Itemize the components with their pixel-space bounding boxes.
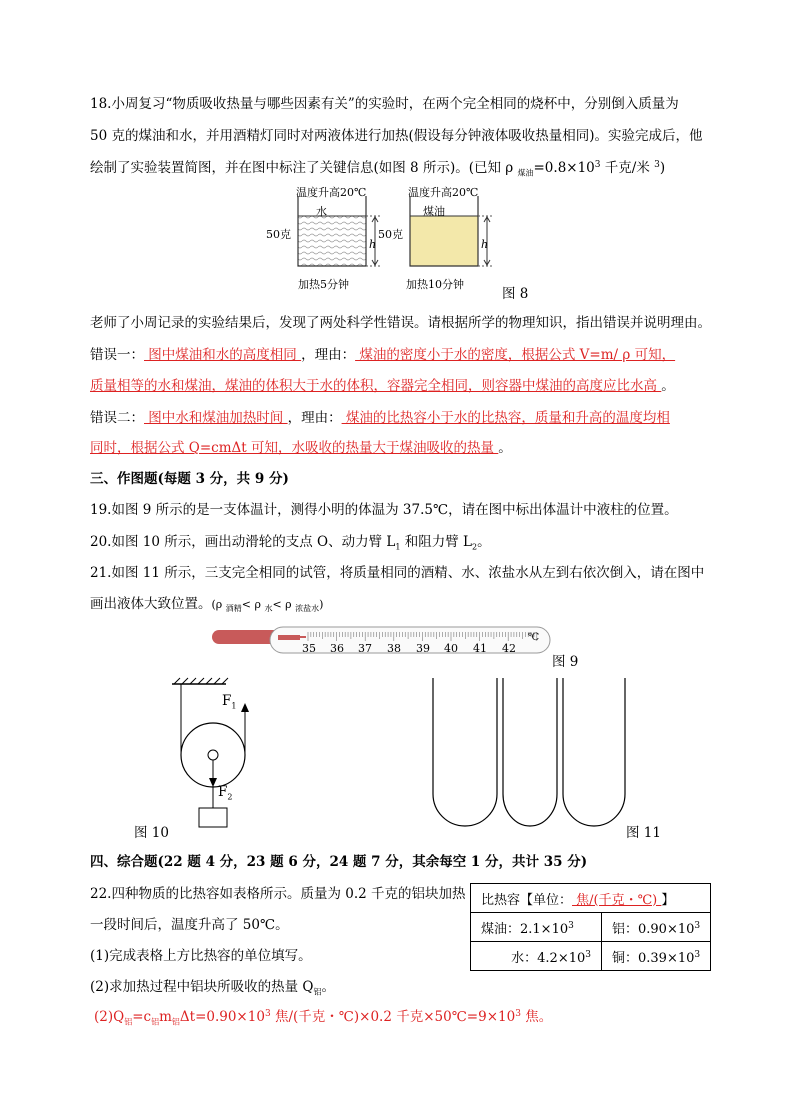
fig8-oil-bottom: 加热10分钟: [406, 278, 464, 291]
q18-error1-cont: 质量相等的水和煤油，煤油的体积大于水的体积，容器完全相同，则容器中煤油的高度应比水高 。: [90, 378, 675, 394]
q22-line1: 22.四种物质的比热容如表格所示。质量为 0.2 千克的铝块加热: [90, 886, 466, 902]
fig8-caption: 图 8: [502, 286, 529, 302]
table-header: 比热容【单位： 焦/(千克・℃) 】: [471, 884, 711, 913]
fig8-oil-label: 煤油: [423, 205, 445, 218]
q18-line2: 50 克的煤油和水，并用酒精灯同时对两液体进行加热(假设每分钟液体吸收热量相同)。实验完成后，他: [90, 128, 703, 144]
cell-copper: 铜：$0.39\times 10^3$: [602, 942, 711, 971]
q18-error2-cont: 同时，根据公式 Q=cmΔt 可知，水吸收的热量大于煤油吸收的热量 。: [90, 440, 512, 456]
q22-answer: $(2)Q_铝=c_铝m_铝\Delta t=0.90\times 10^3$ 焦/(千克・℃)×0.2 千克$\times 50℃=9\times 10^3$ 焦。: [94, 1009, 553, 1027]
fig9-tick-37: 37: [358, 642, 372, 655]
fig9-tick-35: 35: [302, 642, 316, 655]
test-tube-3: [563, 678, 625, 826]
fig9-caption: 图 9: [552, 654, 579, 670]
fig11-caption: 图 11: [626, 825, 661, 841]
q20: 20.如图 10 所示，画出动滑轮的支点 O、动力臂 $L_1$ 和阻力臂 $L_2$。: [90, 534, 491, 552]
test-tube-1: [433, 678, 497, 826]
fig9-tick-40: 40: [444, 642, 458, 655]
section4-heading: 四、综合题(22 题 4 分，23 题 6 分，24 题 7 分，其余每空 1 分，共计 35 分): [90, 854, 588, 870]
q18-error1: 错误一： 图中煤油和水的高度相同 ，理由： 煤油的密度小于水的密度，根据公式 V=m/ ρ 可知，: [90, 347, 676, 363]
fig9-tick-36: 36: [330, 642, 344, 655]
fig9-tick-38: 38: [387, 642, 401, 655]
fig8-oil-top-label: 温度升高20℃: [408, 186, 479, 199]
fig10-pulley: [168, 676, 268, 831]
fig8-water-mass: 50克: [266, 228, 291, 241]
fig9-tick-42: 42: [502, 642, 516, 655]
fig10-caption: 图 10: [134, 825, 169, 841]
fig9-tick-41: 41: [473, 642, 487, 655]
specific-heat-table: [470, 883, 711, 971]
fig8-water-bottom: 加热5分钟: [298, 278, 349, 291]
q19: 19.如图 9 所示的是一支体温计，测得小明的体温为 37.5℃，请在图中标出体温计中液柱的位置。: [90, 502, 678, 518]
q22-part2: (2)求加热过程中铝块所吸收的热量 $Q_铝$。: [90, 979, 335, 997]
q18-line3: 绘制了实验装置简图，并在图中标注了关键信息(如图 8 所示)。(已知 ρ $_{煤油}=0.8\times 10^3$ 千克/米 $^3$): [90, 160, 666, 178]
fig9-unit: ℃: [528, 632, 540, 643]
fig8-water-h: h: [369, 238, 377, 251]
table-row: [471, 942, 711, 971]
cell-aluminum: 铝：$0.90\times 10^3$: [602, 913, 711, 942]
cell-water: 水：$4.2\times 10^3$: [471, 942, 602, 971]
q22-part1: (1)完成表格上方比热容的单位填写。: [90, 948, 312, 964]
fig8-water-label: 水: [316, 205, 327, 218]
test-tube-2: [503, 678, 557, 826]
weight-block: [199, 808, 227, 827]
fig9-tick-39: 39: [416, 642, 430, 655]
water-liquid: [298, 216, 366, 266]
q18-line1: 18.小周复习“物质吸收热量与哪些因素有关”的实验时，在两个完全相同的烧杯中，分别倒入质量为: [90, 96, 679, 112]
table-header-row: [471, 884, 711, 913]
pulley-axle: [208, 750, 218, 760]
table-row: [471, 913, 711, 942]
q21-line2: 画出液体大致位置。(ρ $_{酒精}$< ρ $_水$< ρ $_{浓盐水}$): [90, 596, 324, 614]
q18-teacher: 老师了小周记录的实验结果后，发现了两处科学性错误。请根据所学的物理知识，指出错误并说明理由。: [90, 315, 711, 331]
fig11-test-tubes: [425, 676, 640, 831]
cell-kerosene: 煤油：$2.1\times 10^3$: [471, 913, 602, 942]
fig8-water-top-label: 温度升高20℃: [296, 186, 367, 199]
q22-line2: 一段时间后，温度升高了 50℃。: [90, 917, 289, 933]
fig10-f2-label: $F_2$: [218, 784, 233, 802]
section3-heading: 三、作图题(每题 3 分，共 9 分): [90, 471, 289, 487]
fig8-oil-h: h: [481, 238, 489, 251]
q21-line1: 21.如图 11 所示，三支完全相同的试管，将质量相同的酒精、水、浓盐水从左到右依次倒入，请在图中: [90, 565, 705, 581]
oil-liquid: [410, 216, 478, 266]
q18-error2: 错误二： 图中水和煤油加热时间 ，理由： 煤油的比热容小于水的比热容，质量和升高的温度均相: [90, 410, 670, 426]
fig10-f1-label: $F_1$: [222, 693, 237, 711]
fig8-oil-mass: 50克: [378, 228, 403, 241]
